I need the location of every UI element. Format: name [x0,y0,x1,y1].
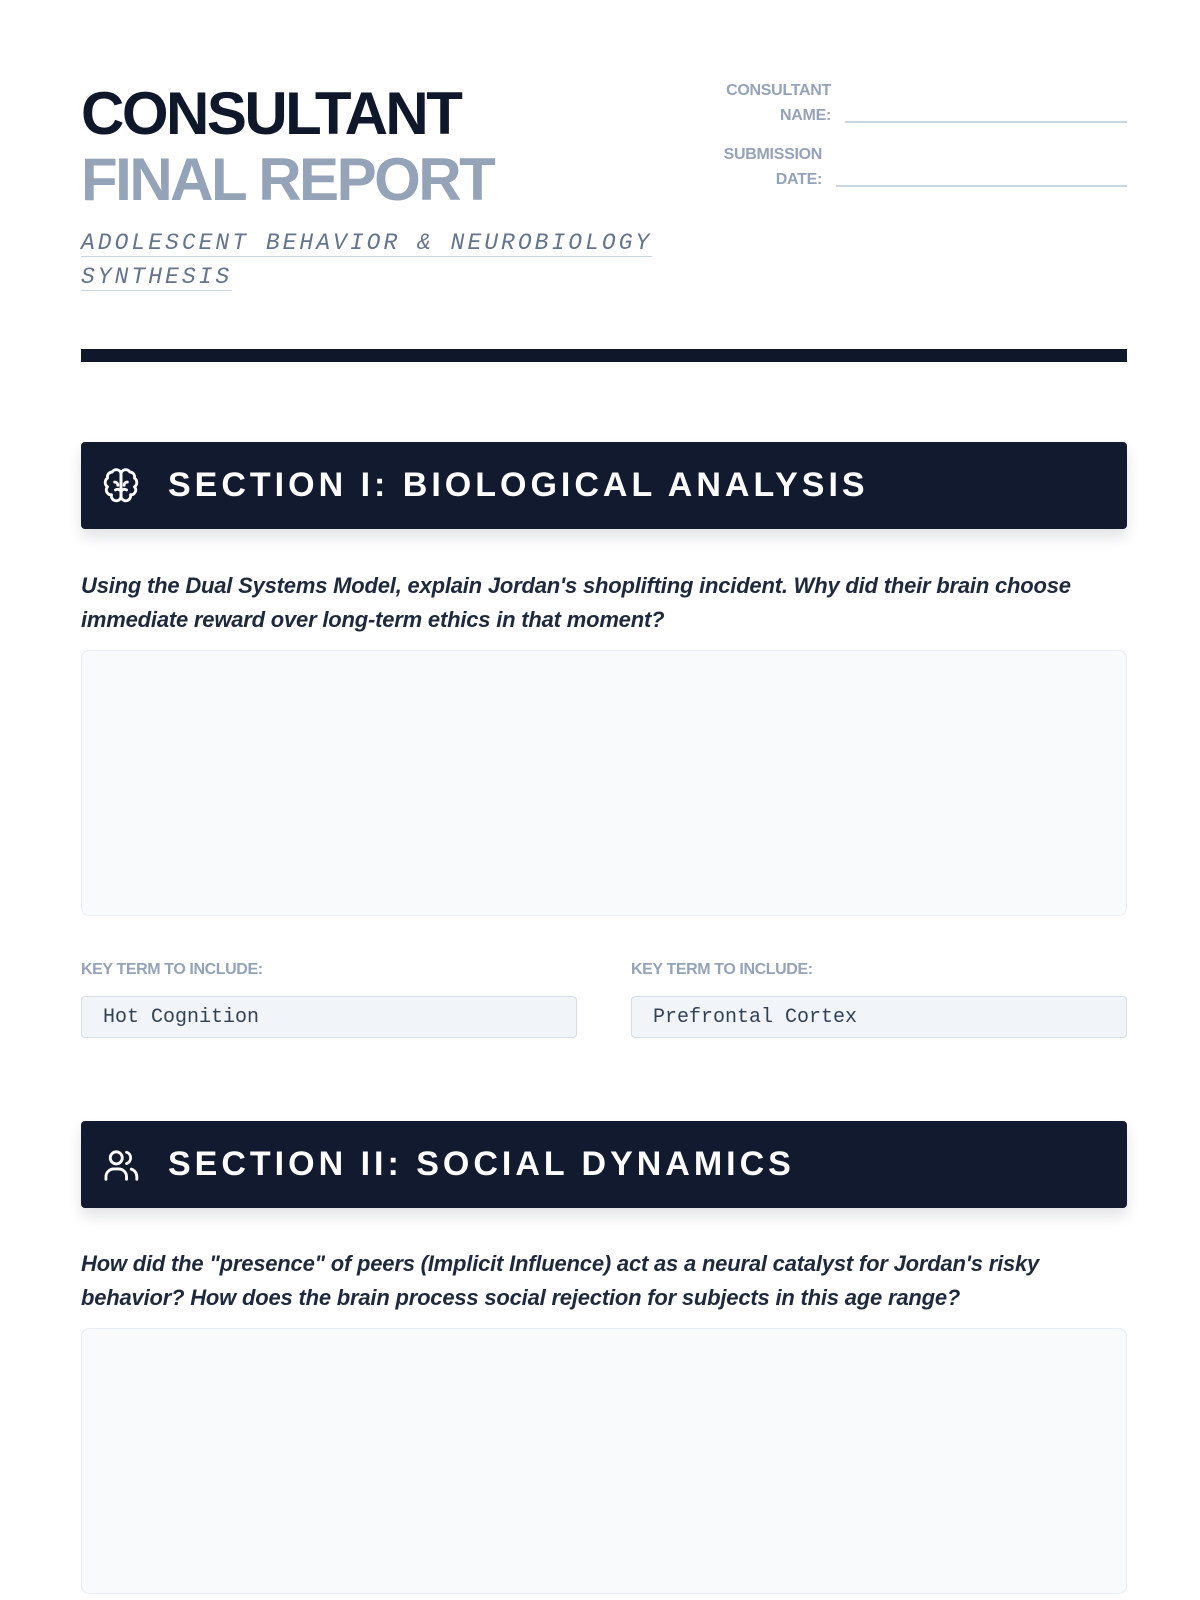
submission-date-field[interactable] [836,185,1127,187]
key-term-2-label: KEY TERM TO INCLUDE: [631,961,813,978]
subtitle-line-1: ADOLESCENT BEHAVIOR & NEUROBIOLOGY [81,230,653,256]
consultant-name-label-line-1: CONSULTANT [726,82,831,99]
section-2-title: SECTION II: SOCIAL DYNAMICS [168,1145,795,1183]
report-title-secondary: FINAL REPORT [81,146,494,213]
submission-date-label [712,142,822,192]
submission-date-row [712,142,1127,192]
key-term-1-field[interactable]: Hot Cognition [81,996,577,1038]
consultant-name-label-line-2: NAME: [780,107,831,124]
section-1-question: Using the Dual Systems Model, explain Jordan's shoplifting incident. Why did their brain choose immediate reward over long-term ethics in that moment? [81,573,1071,632]
section-2-header [81,1121,1127,1208]
key-term-2-field[interactable]: Prefrontal Cortex [631,996,1127,1038]
consultant-name-row [712,78,1127,128]
section-2-answer-box[interactable] [81,1328,1127,1594]
users-icon [101,1145,141,1185]
consultant-name-field[interactable] [845,121,1127,123]
submission-date-label-line-1: SUBMISSION [723,146,822,163]
consultant-name-label [712,78,831,128]
key-term-1-label: KEY TERM TO INCLUDE: [81,961,263,978]
section-1-title: SECTION I: BIOLOGICAL ANALYSIS [168,466,869,504]
key-term-1 [81,960,577,1038]
report-meta-fields [712,78,1127,206]
header-divider [81,349,1127,362]
section-1-header [81,442,1127,529]
title-block [81,82,681,212]
brain-icon [101,466,141,506]
submission-date-label-line-2: DATE: [775,171,822,188]
report-subtitle [81,226,681,294]
subtitle-line-2: SYNTHESIS [81,264,233,290]
key-term-2 [631,960,1127,1038]
section-2-question: How did the "presence" of peers (Implicit Influence) act as a neural catalyst for Jordan's risky behavior? How does the brain process social rejection for subjects in this age range? [81,1251,1040,1310]
section-1-answer-box[interactable] [81,650,1127,916]
report-title-primary: CONSULTANT [81,80,461,147]
